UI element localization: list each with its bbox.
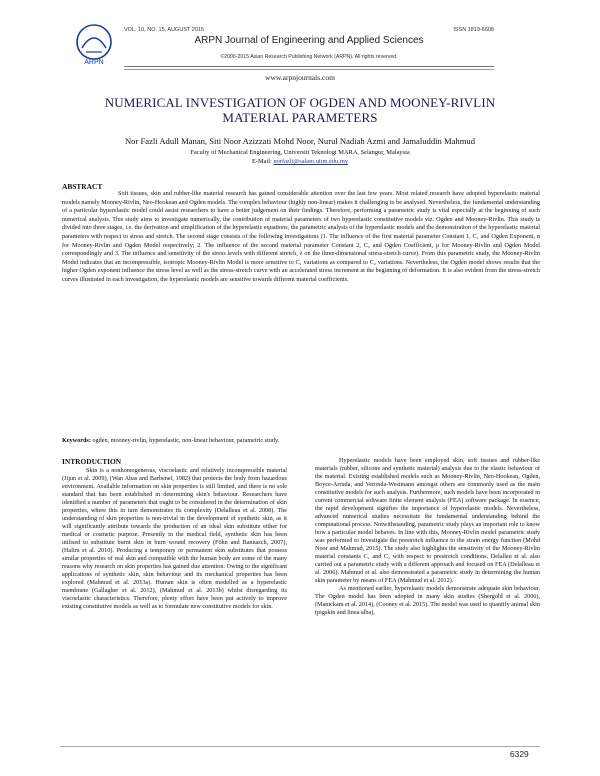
abstract-body: [62, 190, 540, 285]
right-paragraph-1: Hyperelastic models have been employed skin, soft tissues and rubber-like materials (rubber, silicone and synthetic material) analysis due to the elastic behaviour of the material. Existing established models such as Mooney-Rivlin, Neo-Hookean, Ogden, Boyce-Arruda, and Veronda-Westmann amongst others are commonly used as the main constitutive models for such analysis. Furthermore, such models have been incorporated in current commercial software finite element analysis (FEA) software package. In essence, the rapid development signifies the importance of hyperelastic models. Nevertheless, advanced numerical studies necessitate the fundamental understanding behind the computational process. Notwithstanding, parametric study plays an important role to know how a particular model behaves. In line with this, Mooney-Rivlin model parametric study was performed to investigate the prestretch influence to the strain energy function (Mohd Noor and Mahmud, 2015). The study also highlights the sensitivity of the Mooney-Rivlin material constants C₁ and C₂ with respect to prestretch conditions. Delalleu et al. also carried out a parametric study with a different approach and focused on FEA (Delalleau et al. 2006). Mahmud et al. also demonstrated a parametric study in determining the human skin parameter by means of FEA (Mahmud et al. 2012).: [315, 457, 540, 584]
copyright: ©2006-2015 Asian Research Publishing Network (ARPN). All rights reserved.: [220, 54, 398, 60]
journal-name: ARPN Journal of Engineering and Applied Sciences: [194, 35, 424, 46]
page-number: 6329: [510, 749, 529, 759]
abstract-paragraph: Soft tissues, skin and rubber-like material research has gained considerable attention over the last few years. Most related research have adopted hyperelastic material models namely Mooney-Rivlin, Neo-Hookean and Ogden models. The complex behaviour (highly non-linear) makes it challenging to be analysed. Nevertheless, the fundamental understanding of a particular hyperelastic model could assist researchers to have a better judgement on their findings. Therefore, performing a parametric study is vital especially at the beginning of such numerical analysis. This study aims to investigate numerically, the contribution of material parameters of two hyperelastic constitutive models viz. Ogden and Mooney-Rivlin. This study is divided into three stages, i.e. the derivation and simplification of the hyperelastic equations, the parametric analysis of the hyperelastic models and the demonstration of the hyperelastic material parameters with respect to stress and stretch. The second stage consists of the following investigations (1. The influence of the first material parameter Constant 1, C₁ and Ogden Exponent, α for Mooney-Rivlin and Ogden Model respectively; 2. The influence of the second material parameter Constant 2, C₂ and Ogden Coefficient, μ for Mooney-Rivlin and Ogden Model correspondingly and 3. The influence and sensitivity of the stress levels with different stretch, λ on the three-dimensional stress-stretch curve). From this parametric study, the Mooney-Rivlin Model indicates that an incompressible, isotropic Mooney-Rivlin Model is more sensitive to C₁ variations as compared to C₂ variations. Nevertheless, the Ogden model shows results that the higher Ogden exponent influence the stress level as well as the stress-stretch curve with an accelerated stress increment at the beginning of deformation. It is also evident from the stress-stretch curves illustrated in each investigation, the hyperelastic models are sensitive towards different material coefficients.: [62, 190, 541, 283]
header-rule-thin: [124, 69, 494, 70]
right-paragraph-2: As mentioned earlier, hyperelastic models demonstrate adequate skin behaviour. The Ogden model has been adopted in many skin studies (Shergold et al. 2006), (Manickam et al. 2014), (Cooney et al. 2015). The model was used to quantify animal skin (pigskin and linea alba),: [315, 585, 540, 616]
arpn-logo-icon: [74, 22, 114, 66]
volume-line: VOL. 10, NO. 15, AUGUST 2015: [124, 27, 204, 33]
keywords: [62, 437, 540, 444]
email-line: [60, 158, 540, 165]
keywords-label: Keywords:: [62, 437, 91, 444]
introduction-heading: INTRODUCTION: [62, 457, 122, 466]
email-label: E-Mail:: [251, 158, 272, 165]
left-column: [62, 457, 287, 611]
footer-rule: [60, 746, 540, 747]
email-link[interactable]: norfazli@salam.uitm.edu.my: [273, 158, 349, 165]
journal-url[interactable]: www.arpnjournals.com: [265, 73, 335, 82]
affiliation: Faculty of Mechanical Engineering, Universiti Teknologi MARA, Selangor, Malaysia: [190, 149, 410, 156]
title-line-1: NUMERICAL INVESTIGATION OF OGDEN AND MOONEY-RIVLIN: [104, 95, 496, 110]
abstract-heading: ABSTRACT: [62, 182, 103, 191]
issn: ISSN 1819-6608: [453, 27, 494, 33]
right-column: [315, 457, 540, 617]
authors: Nor Fazli Adull Manan, Siti Noor Azizzati Mohd Noor, Nurul Nadiah Azmi and Jamaluddin Mahmud: [124, 136, 476, 146]
keywords-text: ogden, mooney-rivlin, hyperelastic, non-linear behaviour, parametric study.: [92, 437, 280, 444]
logo-text: ARPN: [84, 59, 104, 66]
header-rule: [124, 66, 494, 67]
paper-title: [60, 95, 540, 125]
title-line-2: MATERIAL PARAMETERS: [222, 110, 378, 125]
left-paragraph: Skin is a nonhomogeneous, viscoelastic and relatively incompressible material (Jijun et al. 2009), (Wan Abas and Barbenel, 1982) that protects the body from hazardous environment. Available information on skin properties is still limited, and there is no sole standard that has been established in determining skin's behaviour. Researchers have identified a number of parameters that ought to be considered in the determination of skin properties, where this in turn demonstrates its complexity (Delalleau et al. 2008). The understanding of skin properties is non-trivial in the development of synthetic skin, as it will significantly attribute towards the production of an ideal skin substitute either for medical or cosmetic purpose. Presently in the medical field, synthetic skin has been utilised to substitute burnt skin in burn wound recovery (Föhn and Bannasch, 2007), (Halim et al. 2010). Producing a temporary or permanent skin substitutes that possess similar properties of real skin and compatible with the human body are some of the many reasons why research on skin properties has gained due attention. Owing to the significant applications of synthetic skin, skin behaviour and its mechanical properties has been explored (Mahmud et al. 2013a). Human skin is often modelled as a hyperelastic membrane (Gallagher et al. 2012), (Mahmud et al. 2013b) whilst disregarding its viscoelastic characteristics. Therefore, plenty effort have been put actively to improve existing constitutive models as well as to formulate new constitutive models for skin.: [62, 467, 287, 610]
